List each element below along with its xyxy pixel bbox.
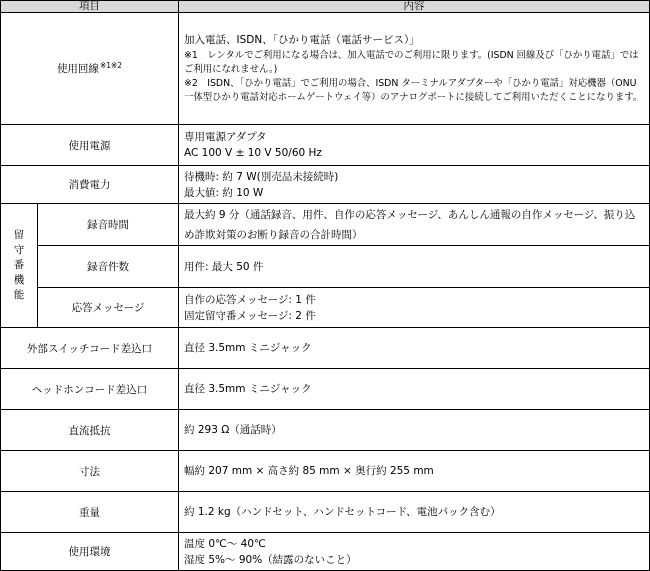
row-message-label: 応答メッセージ (38, 288, 179, 328)
row-weight (1, 492, 650, 533)
row-switch-jack-label: 外部スイッチコード差込口 (1, 328, 179, 369)
message-line-1: 自作の応答メッセージ: 1 件 (184, 293, 316, 306)
row-resistance-content (179, 410, 650, 451)
row-headphone-jack-content (179, 369, 650, 410)
power-line-1: 専用電源アダプタ (184, 131, 267, 143)
row-consumption-label: 消費電力 (1, 166, 179, 204)
row-environment-content (179, 533, 650, 571)
row-dimensions-content (179, 451, 650, 492)
row-resistance-label: 直流抵抗 (1, 410, 179, 451)
row-environment-label: 使用環境 (1, 533, 179, 571)
row-rec-count-content (179, 246, 650, 288)
consumption-line-1: 待機時: 約 7 W(別売品未接続時) (184, 170, 339, 183)
environment-line-1: 温度 0℃～ 40℃ (184, 537, 266, 550)
row-line-label (1, 13, 179, 125)
environment-line-2: 湿度 5%～ 90%（結露のないこと） (184, 553, 357, 566)
header-content: 内容 (179, 1, 650, 13)
row-headphone-jack (1, 369, 650, 410)
row-switch-jack-content (179, 328, 650, 369)
row-consumption (1, 166, 650, 204)
row-weight-label: 重量 (1, 492, 179, 533)
rec-count-text: 用件: 最大 50 件 (184, 260, 264, 273)
answering-group-text: 留守番機能 (13, 229, 25, 301)
row-environment (1, 533, 650, 571)
rec-time-text: 最大約 9 分（通話録音、用件、自作の応答メッセージ、あんしん通報の自作メッセージ、振り込め詐欺対策のお断り録音の合計時間） (184, 208, 636, 241)
line-note-2: ※2 ISDN、「ひかり電話」でご利用の場合、ISDN ターミナルアダプターや「ひかり電話」対応機器（ONU一体型ひかり電話対応ホームゲートウェイ等）のアナログポートに接続してご利用いただくことになります。 (184, 78, 643, 103)
header-row (1, 1, 650, 13)
row-consumption-content (179, 166, 650, 204)
switch-jack-text: 直径 3.5mm ミニジャック (184, 342, 312, 354)
dimensions-text: 幅約 207 mm × 高さ約 85 mm × 奥行約 255 mm (184, 465, 434, 477)
row-dimensions-label: 寸法 (1, 451, 179, 492)
power-line-2: AC 100 V ± 10 V 50/60 Hz (184, 147, 322, 159)
consumption-line-2: 最大値: 約 10 W (184, 186, 264, 199)
row-message (1, 288, 650, 328)
row-resistance (1, 410, 650, 451)
row-switch-jack (1, 328, 650, 369)
row-weight-content (179, 492, 650, 533)
row-headphone-jack-label: ヘッドホンコード差込口 (1, 369, 179, 410)
row-message-content (179, 288, 650, 328)
row-line-label-text: 使用回線 (56, 63, 99, 75)
row-rec-time-content (179, 204, 650, 246)
line-main-text: 加入電話、ISDN、「ひかり電話（電話サービス）」 (184, 34, 420, 46)
row-line (1, 13, 650, 125)
row-rec-time-label: 録音時間 (38, 204, 179, 246)
row-line-label-sup: ※1※2 (99, 61, 123, 70)
answering-group-label (1, 204, 38, 328)
row-rec-time (1, 204, 650, 246)
row-line-content (179, 13, 650, 125)
message-line-2: 固定留守番メッセージ: 2 件 (184, 309, 316, 322)
resistance-text: 約 293 Ω（通話時） (184, 424, 282, 436)
row-power-label: 使用電源 (1, 125, 179, 166)
weight-text: 約 1.2 kg（ハンドセット、ハンドセットコード、電池パック含む） (184, 506, 501, 518)
headphone-jack-text: 直径 3.5mm ミニジャック (184, 383, 312, 395)
row-power (1, 125, 650, 166)
row-dimensions (1, 451, 650, 492)
row-rec-count-label: 録音件数 (38, 246, 179, 288)
row-power-content (179, 125, 650, 166)
header-item: 項目 (1, 1, 179, 13)
row-rec-count (1, 246, 650, 288)
line-note-1: ※1 レンタルでご利用になる場合は、加入電話でのご利用に限ります。(ISDN 回線及び「ひかり電話」ではご利用になれません。) (184, 50, 639, 75)
